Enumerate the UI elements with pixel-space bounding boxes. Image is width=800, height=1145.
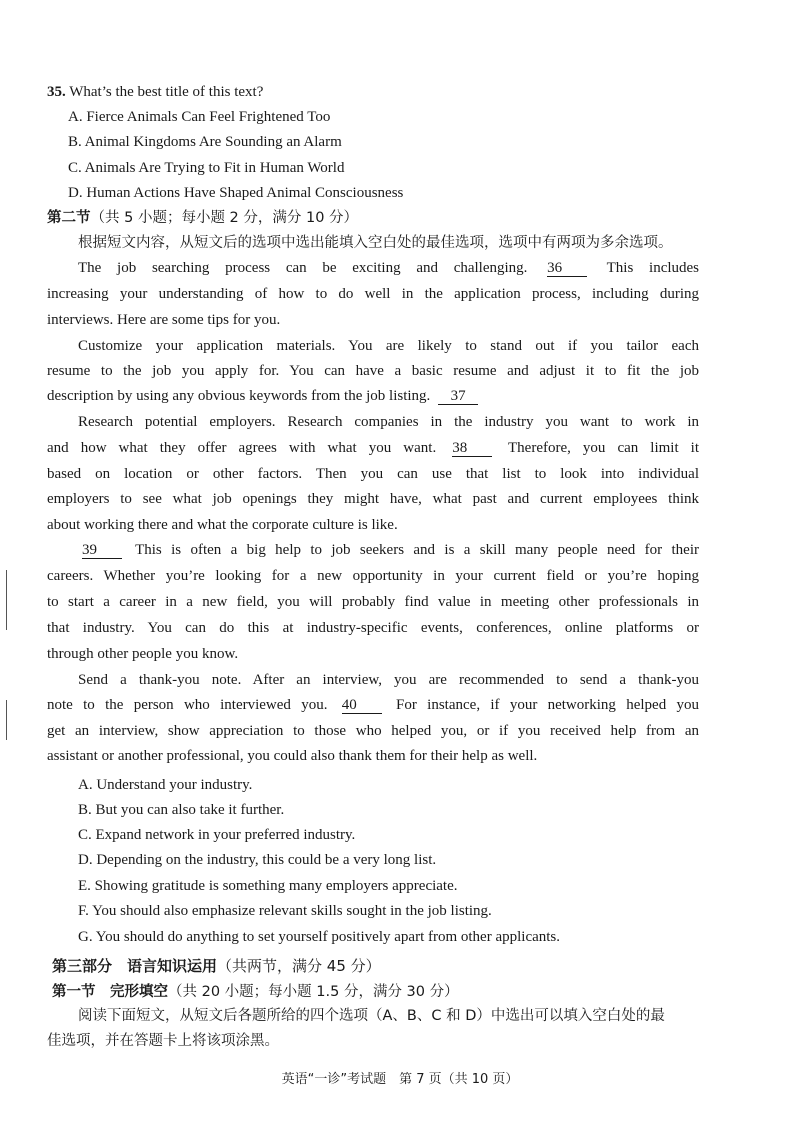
- passage-line: Send a thank-you note. After an interview, you are recommended to send a thank-you: [78, 672, 699, 688]
- section-2-instruction: 根据短文内容，从短文后的选项中选出能填入空白处的最佳选项，选项中有两项为多余选项。: [78, 235, 673, 251]
- question-text: What’s the best title of this text?: [65, 84, 264, 100]
- passage-line: employers to see what job openings they might have, what past and current employees think: [47, 491, 699, 507]
- option-a: A. Fierce Animals Can Feel Frightened Too: [68, 109, 331, 125]
- part-3-instruction-line-1: 阅读下面短文，从短文后各题所给的四个选项（A、B、C 和 D）中选出可以填入空白处的最: [78, 1008, 665, 1024]
- passage-line: through other people you know.: [47, 646, 239, 662]
- passage-text: Therefore, you can limit it: [508, 440, 700, 456]
- passage-line: [47, 386, 699, 406]
- passage-line: [47, 438, 699, 458]
- passage-line: assistant or another professional, you could also thank them for their help as well.: [47, 748, 538, 764]
- passage-line: Customize your application materials. You are likely to stand out if you tailor each: [78, 338, 699, 354]
- section-2-note: （共 5 小题；每小题 2 分，满分 10 分）: [90, 210, 359, 226]
- option-c: C. Animals Are Trying to Fit in Human World: [68, 160, 345, 176]
- blank-37: 37: [438, 388, 478, 405]
- passage-text: The job searching process can be exciting and challenging.: [78, 260, 528, 276]
- passage-line: [78, 540, 699, 560]
- passage-line: Research potential employers. Research companies in the industry you want to work in: [78, 414, 699, 430]
- section-2-heading: [47, 208, 358, 228]
- choice-c: C. Expand network in your preferred industry.: [78, 827, 356, 843]
- passage-text: This includes: [606, 260, 700, 276]
- section-1-note: （共 20 小题；每小题 1.5 分，满分 30 分）: [168, 984, 459, 1000]
- section-1-title: 第一节 完形填空: [52, 984, 168, 1000]
- page-footer: 英语“一诊”考试题 第 7 页（共 10 页）: [281, 1072, 519, 1087]
- option-d: D. Human Actions Have Shaped Animal Consciousness: [68, 185, 404, 201]
- choice-b: B. But you can also take it further.: [78, 802, 285, 818]
- passage-text: description by using any obvious keywords from the job listing.: [47, 388, 431, 404]
- blank-39: 39: [82, 542, 122, 559]
- passage-line: interviews. Here are some tips for you.: [47, 312, 281, 328]
- blank-38: 38: [452, 440, 492, 457]
- passage-line: about working there and what the corporate culture is like.: [47, 517, 398, 533]
- passage-line: careers. Whether you’re looking for a new opportunity in your current field or you’re hoping: [47, 568, 699, 584]
- passage-line: to start a career in a new field, you will probably find value in meeting other professionals in: [47, 594, 699, 610]
- part-3-instruction-line-2: 佳选项，并在答题卡上将该项涂黑。: [47, 1033, 279, 1049]
- passage-text: This is often a big help to job seekers and is a skill many people need for their: [135, 542, 699, 558]
- choice-f: F. You should also emphasize relevant skills sought in the job listing.: [78, 903, 492, 919]
- choice-g: G. You should do anything to set yourself positively apart from other applicants.: [78, 929, 561, 945]
- blank-40: 40: [342, 697, 382, 714]
- passage-text: and how what they offer agrees with what you want.: [47, 440, 437, 456]
- passage-line: that industry. You can do this at industry-specific events, conferences, online platforms or: [47, 620, 699, 636]
- question-35-stem: [47, 82, 263, 102]
- blank-36: 36: [547, 260, 587, 277]
- part-3-title: 第三部分 语言知识运用: [52, 957, 218, 975]
- passage-line: [47, 695, 699, 715]
- passage-line: based on location or other factors. Then you can use that list to look into individual: [47, 466, 699, 482]
- part-3-note: （共两节，满分 45 分）: [217, 957, 381, 975]
- passage-line: resume to the job you apply for. You can have a basic resume and adjust it to fit the job: [47, 363, 699, 379]
- part-3-heading: [52, 956, 381, 976]
- choice-e: E. Showing gratitude is something many employers appreciate.: [78, 878, 458, 894]
- section-2-title: 第二节: [47, 210, 91, 226]
- passage-text: For instance, if your networking helped you: [396, 697, 699, 713]
- passage-line: [78, 258, 699, 278]
- part-3-section-1-heading: [52, 982, 459, 1002]
- option-b: B. Animal Kingdoms Are Sounding an Alarm: [68, 134, 342, 150]
- passage-text: note to the person who interviewed you.: [47, 697, 328, 713]
- question-number: 35.: [47, 84, 66, 100]
- scan-edge-mark: [6, 570, 7, 630]
- scan-edge-mark: [6, 700, 7, 740]
- choice-a: A. Understand your industry.: [78, 777, 253, 793]
- choice-d: D. Depending on the industry, this could be a very long list.: [78, 852, 437, 868]
- passage-line: get an interview, show appreciation to those who helped you, or if you received help from an: [47, 723, 699, 739]
- passage-line: increasing your understanding of how to do well in the application process, including during: [47, 286, 699, 302]
